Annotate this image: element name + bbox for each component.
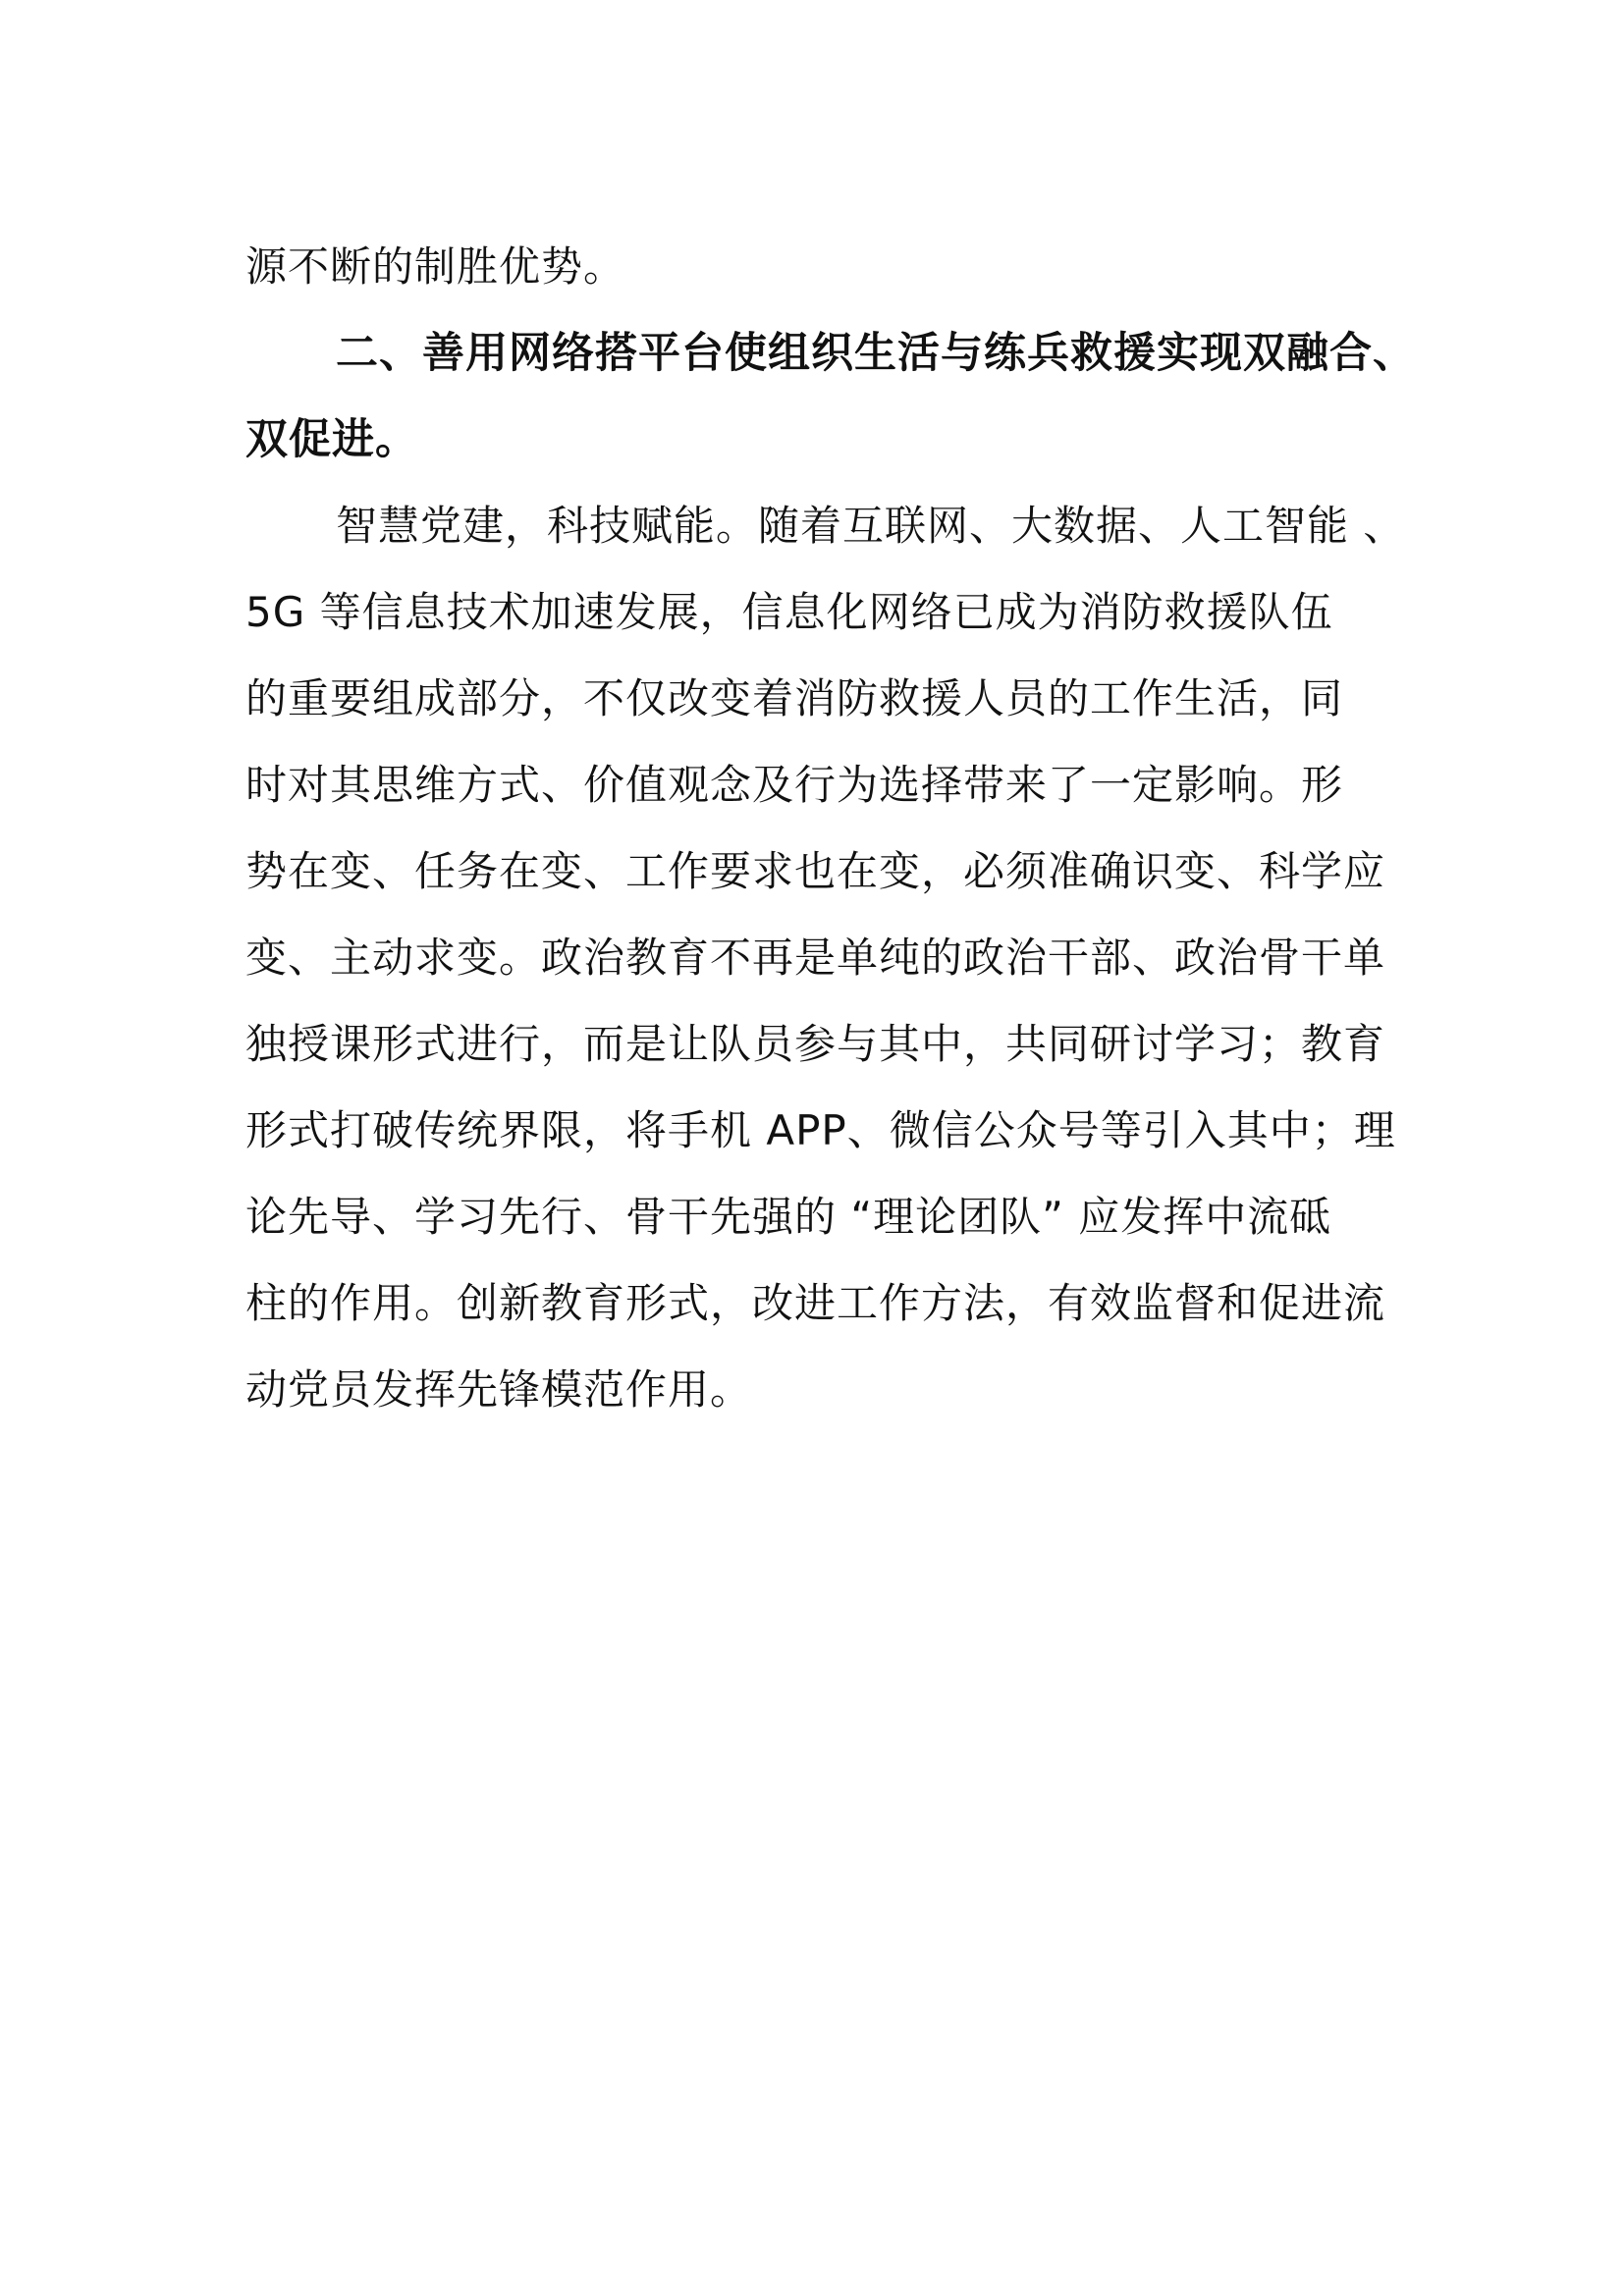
section-heading-line-2: 双促进。 [245, 415, 418, 464]
text-body [245, 224, 1416, 1433]
paragraph-line-2: 5G 等信息技术加速发展，信息化网络已成为消防救援队伍 [245, 588, 1333, 636]
paragraph-line-5: 势在变、任务在变、工作要求也在变，必须准确识变、科学应 [245, 847, 1386, 895]
paragraph-line-4: 时对其思维方式、价值观念及行为选择带来了一定影响。形 [245, 761, 1344, 809]
paragraph-line-8: 形式打破传统界限，将手机 APP、微信公众号等引入其中；理 [245, 1106, 1396, 1154]
continuation-line: 源不断的制胜优势。 [245, 242, 626, 291]
paragraph-line-9: 论先导、学习先行、骨干先强的 “理论团队” 应发挥中流砥 [245, 1193, 1332, 1241]
paragraph-line-3: 的重要组成部分，不仅改变着消防救援人员的工作生活，同 [245, 674, 1344, 722]
paragraph-line-6: 变、主动求变。政治教育不再是单纯的政治干部、政治骨干单 [245, 934, 1386, 982]
paragraph-line-1: 智慧党建，科技赋能。随着互联网、大数据、人工智能 、 [336, 502, 1406, 550]
paragraph-line-11: 动党员发挥先锋模范作用。 [245, 1365, 753, 1414]
paragraph-line-7: 独授课形式进行，而是让队员参与其中，共同研讨学习；教育 [245, 1020, 1386, 1068]
paragraph-line-10: 柱的作用。创新教育形式，改进工作方法，有效监督和促进流 [245, 1279, 1386, 1327]
section-heading-line-1: 二、善用网络搭平台使组织生活与练兵救援实现双融合、 [336, 329, 1416, 378]
